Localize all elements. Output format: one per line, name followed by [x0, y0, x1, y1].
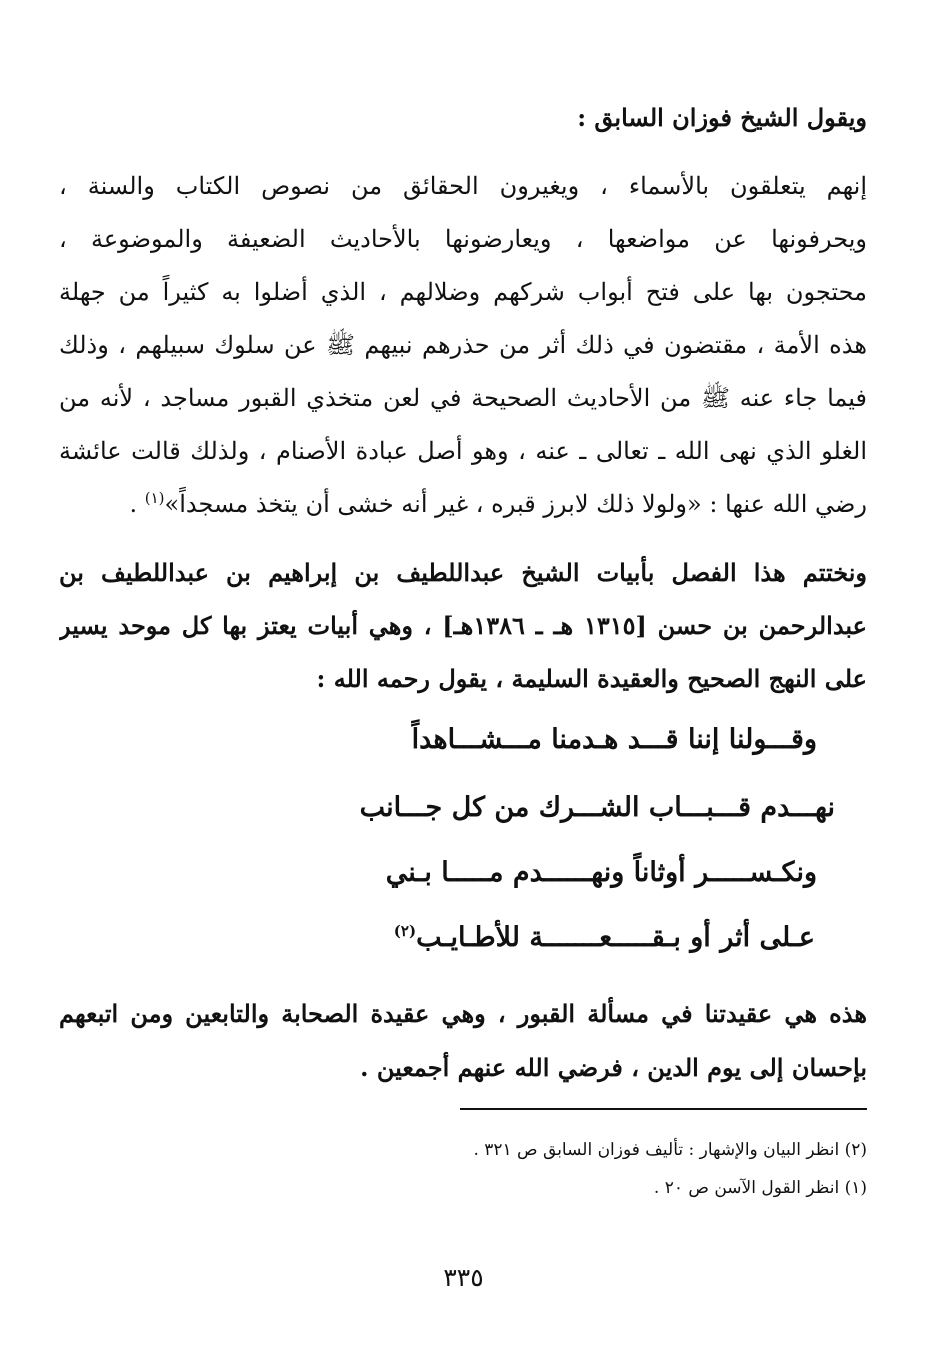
- verse-line: نهـــدم قـــبـــاب الشـــرك من كل جـــانب: [359, 792, 835, 823]
- paragraph-line: فيما جاء عنه ﷺ من الأحاديث الصحيحة في لعن متخذي القبور مساجد ، لأنه من: [59, 384, 867, 412]
- page-number: ٣٣٥: [443, 1263, 484, 1292]
- paragraph-line: ونختتم هذا الفصل بأبيات الشيخ عبداللطيف بن إبراهيم بن عبداللطيف بن: [59, 558, 867, 587]
- section-heading: ويقول الشيخ فوزان السابق :: [577, 103, 867, 132]
- footnote-ref: (١): [144, 489, 165, 507]
- paragraph-last-line: [59, 484, 867, 528]
- quote-text: رضي الله عنها : «ولولا ذلك لابرز قبره ، غير أنه خشى أن يتخذ مسجداً»: [164, 490, 867, 518]
- footnote-ref: (٢): [393, 922, 417, 940]
- verse-line: ونكـســـــر أوثاناً ونهــــــدم مـــــا بـني: [385, 857, 817, 888]
- footnote-separator: [460, 1108, 867, 1110]
- footnote: (١) انظر القول الآسن ص ٢٠ .: [653, 1178, 867, 1198]
- paragraph-line: على النهج الصحيح والعقيدة السليمة ، يقول رحمه الله :: [316, 664, 867, 693]
- paragraph-line: هذه الأمة ، مقتضون في ذلك أثر من حذرهم نبيهم ﷺ عن سلوك سبيلهم ، وذلك: [59, 331, 867, 359]
- verse-line: [394, 918, 815, 962]
- verse-text: عـلى أثر أو بـقـــــعـــــــة للأطـايـب: [416, 922, 815, 953]
- paragraph-line: إنهم يتعلقون بالأسماء ، ويغيرون الحقائق من نصوص الكتاب والسنة ،: [59, 172, 867, 200]
- sentence-end: .: [129, 490, 145, 518]
- footnote: (٢) انظر البيان والإشهار : تأليف فوزان السابق ص ٣٢١ .: [473, 1140, 867, 1160]
- paragraph-line: عبدالرحمن بن حسن [١٣١٥ هـ ـ ١٣٨٦هـ] ، وهي أبيات يعتز بها كل موحد يسير: [59, 611, 867, 640]
- paragraph-line: بإحسان إلى يوم الدين ، فرضي الله عنهم أجمعين .: [360, 1053, 867, 1082]
- paragraph-line: هذه هي عقيدتنا في مسألة القبور ، وهي عقيدة الصحابة والتابعين ومن اتبعهم: [59, 999, 867, 1028]
- paragraph-line: محتجون بها على فتح أبواب شركهم وضلالهم ، الذي أضلوا به كثيراً من جهلة: [59, 278, 867, 306]
- verse-line: وقـــولنا إننا قـــد هـدمنا مـــشـــاهداً: [411, 724, 817, 755]
- paragraph-line: ويحرفونها عن مواضعها ، ويعارضونها بالأحاديث الضعيفة والموضوعة ،: [59, 225, 867, 253]
- paragraph-line: الغلو الذي نهى الله ـ تعالى ـ عنه ، وهو أصل عبادة الأصنام ، ولذلك قالت عائشة: [59, 437, 867, 465]
